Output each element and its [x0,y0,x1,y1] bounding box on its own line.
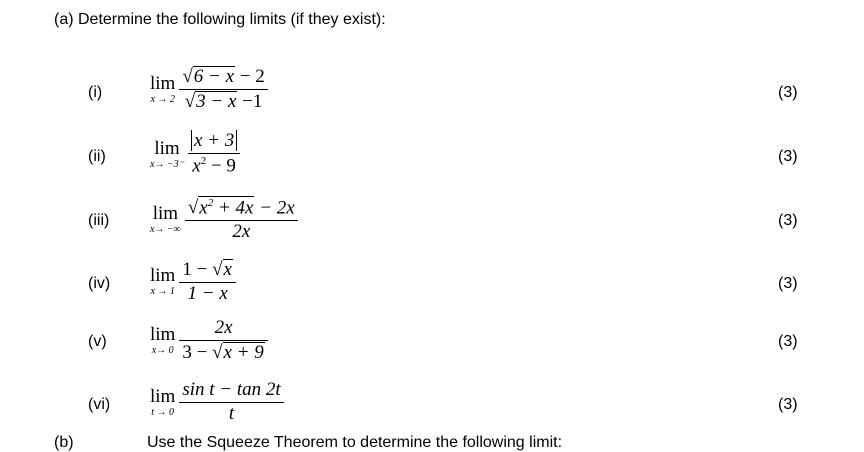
lim-operator: lim x→ −∞ [150,203,181,236]
lim-operator: lim x→ 0 [150,324,176,357]
lim-operator: lim t → 0 [150,385,176,418]
marks-iii: (3) [778,212,798,229]
marks-ii: (3) [778,148,798,165]
lim-operator: lim x → 2 [150,72,176,105]
fraction: √ 6 − x − 2 √ 3 − x −1 [179,66,267,113]
item-label-ii: (ii) [88,148,106,165]
fraction: 1 − √ x 1 − x [179,259,236,305]
limit-expression-i [150,66,268,113]
lim-operator: lim x→ −3⁻ [150,137,184,170]
lim-operator: lim x → 1 [150,265,176,298]
limit-expression-iv [150,259,236,305]
item-label-v: (v) [88,333,107,350]
fraction: 2x 3 − √ x + 9 [179,318,267,364]
item-label-i: (i) [88,84,103,101]
question-heading: (a) Determine the following limits (if they exist): [54,11,386,28]
limit-expression-iii [150,196,298,243]
item-label-vi: (vi) [88,396,111,413]
limit-expression-v [150,318,268,364]
marks-v: (3) [778,333,798,350]
fraction: √ $x^2 + 4x$ − 2x 2x [185,196,298,243]
item-label-iii: (iii) [88,212,110,229]
item-label-iv: (iv) [88,275,111,292]
limit-expression-ii [150,131,240,177]
fraction: $\frac{\text{sin t − tan 2t}}{t}$ [179,380,283,425]
marks-iv: (3) [778,275,798,292]
part-b-text: Use the Squeeze Theorem to determine the following limit: [147,434,563,451]
marks-i: (3) [778,84,798,101]
marks-vi: (3) [778,396,798,413]
part-b-label: (b) [54,434,74,451]
fraction: $\frac{x + 3}{x^2 - 9}$ [188,131,240,177]
limit-expression-vi [150,380,284,425]
